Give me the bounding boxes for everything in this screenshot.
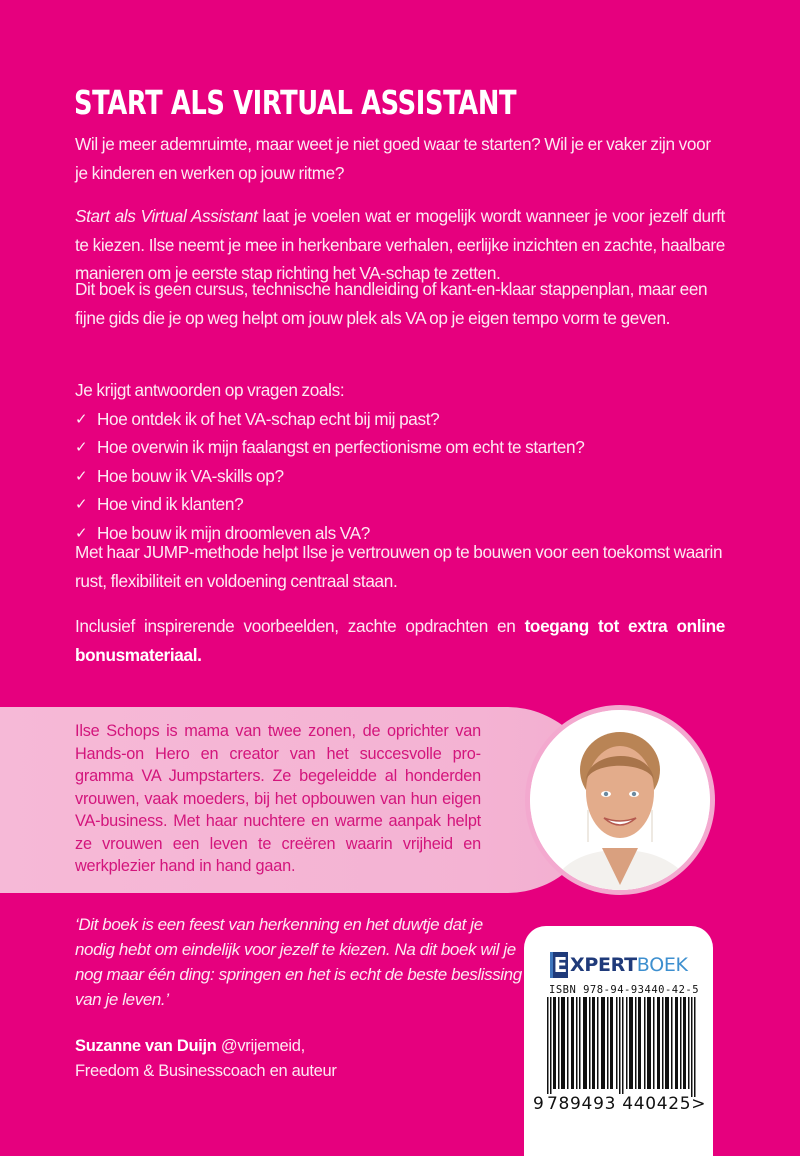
question-item: ✓ Hoe bouw ik mijn droomleven als VA? [75,519,725,548]
method-paragraph [75,538,725,595]
check-icon: ✓ [75,523,88,542]
description-text: laat je voelen wat er mogelijk wordt wanneer je voor jezelf durft te kiezen. Ilse neemt je mee in herkenbare verhalen, eerlijke inzichten en zachte, haalbare manieren om je eerste stap richting het VA-schap te zetten. [75,206,725,283]
barcode-icon [547,997,699,1097]
publisher-name-light: BOEK [636,954,688,976]
publisher-logo [550,950,688,980]
testimonial-author-role: Freedom & Businesscoach en auteur [75,1062,337,1080]
isbn-label: ISBN 978-94-93440-42-5 [549,984,700,996]
check-icon: ✓ [75,495,88,513]
ean-digits: 789493 440425 [547,1094,692,1114]
bonus-text: Inclusief inspirerende voorbeelden, zachte opdrachten en [75,616,525,636]
check-icon: ✓ [75,409,88,428]
testimonial-attribution [75,1034,515,1084]
question-item: ✓ Hoe vind ik klanten? [75,490,725,519]
author-portrait-icon [530,710,710,890]
book-title-italic: Start als Virtual Assistant [75,206,258,226]
bonus-paragraph [75,612,725,669]
question-item: ✓ Hoe bouw ik VA-skills op? [75,462,725,491]
publisher-logo-mark-icon: E [550,952,568,978]
questions-section [75,376,725,547]
bonus-highlight: toegang tot extra online bonusmateriaal. [75,616,725,665]
testimonial-text: ‘Dit boek is een feest van herkenning en het duwtje dat je nodig hebt om eindelijk voor jezelf te kiezen. Na dit boek wil je nog maar één ding: springen en het is echt de beste beslissing van je leven.’ [75,915,522,1009]
testimonial-author-name: Suzanne van Duijn [75,1037,217,1055]
testimonial-quote [75,912,525,1012]
question-item: ✓ Hoe overwin ik mijn faalangst en perfectionisme om echt te starten? [75,433,725,462]
guide-paragraph [75,275,725,332]
method-text: Met haar JUMP-methode helpt Ilse je vertrouwen op te bouwen voor een toekomst waarin rust, flexibiliteit en voldoening centraal staan. [75,542,723,591]
intro-text: Wil je meer ademruimte, maar weet je niet goed waar te starten? Wil je er vaker zijn voor je kinderen en werken op jouw ritme? [75,134,711,183]
ean-arrow-icon: > [691,1094,707,1114]
publisher-name-bold: XPERT [570,954,637,976]
guide-text: Dit boek is geen cursus, technische handleiding of kant-en-klaar stappenplan, maar een fijne gids die je op weg helpt om jouw plek als VA op je eigen tempo vorm te geven. [75,279,708,328]
ean-number [533,1094,713,1114]
author-bio-text: Ilse Schops is mama van twee zonen, de oprichter van Hands-on Hero en creator van het succesvolle programma VA Jumpstarters. Ze begeleidde al honderden vrouwen, vaak moeders, bij het opbouwen van hun eigen VA-business. Met haar nuchtere en warme aanpak helpt ze vrouwen een leven te creëren waarin vrijheid en werkplezier hand in hand gaan. [75,722,481,875]
author-photo [530,710,710,890]
intro-paragraph [75,130,725,187]
check-icon: ✓ [75,466,88,485]
book-title: START ALS VIRTUAL ASSISTANT [74,83,517,122]
question-item: ✓ Hoe ontdek ik of het VA-schap echt bij mij past? [75,405,725,434]
questions-list [75,405,725,548]
ean-first-digit: 9 [533,1094,545,1114]
questions-intro: Je krijgt antwoorden op vragen zoals: [75,380,345,400]
testimonial-author-handle: @vrijemeid, [216,1037,305,1055]
author-bio [75,720,481,878]
check-icon: ✓ [75,438,88,456]
